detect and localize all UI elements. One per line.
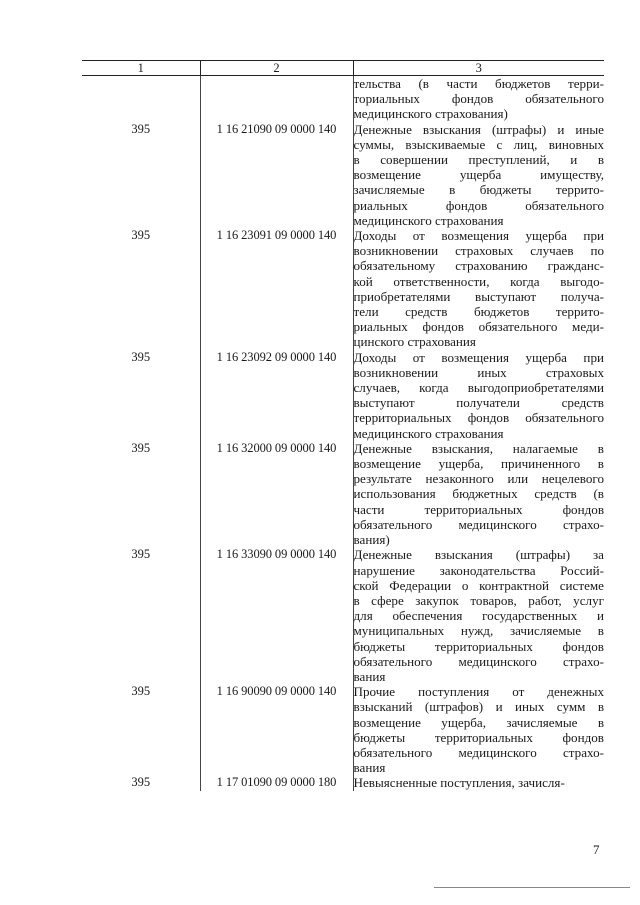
description-line: медицинского страхования) bbox=[353, 106, 508, 122]
description-line: муниципальных нужд, зачисляемые в bbox=[353, 623, 604, 639]
admin-code-cell: 395 bbox=[131, 228, 151, 243]
description-line: риальных фондов обязательного меди- bbox=[353, 319, 604, 335]
description-line: ской Федерации о контрактной системе bbox=[353, 577, 604, 593]
description-line: тели средств бюджетов террито- bbox=[353, 304, 604, 320]
description-line: суммы, взыскиваемые с лиц, виновных bbox=[353, 136, 604, 152]
description-line: Денежные взыскания, налагаемые в bbox=[353, 440, 604, 456]
description-line: возмещение ущерба имуществу, bbox=[353, 167, 604, 183]
admin-code-cell: 395 bbox=[131, 440, 151, 455]
description-line: обязательного медицинского страхо- bbox=[353, 653, 604, 669]
description-line: возникновении страховых случаев по bbox=[353, 243, 604, 259]
description-line: ториальных фондов обязательного bbox=[353, 91, 604, 107]
footer-rule bbox=[434, 887, 630, 888]
description-line: территориальных фондов обязательного bbox=[353, 410, 604, 426]
description-line: вания) bbox=[353, 532, 390, 548]
description-line: Денежные взыскания (штрафы) за bbox=[353, 547, 604, 563]
table-row bbox=[82, 441, 604, 547]
revenue-code-cell: 1 16 23091 09 0000 140 bbox=[200, 228, 353, 350]
header-col-2: 2 bbox=[200, 61, 353, 76]
header-col-1: 1 bbox=[82, 61, 200, 76]
revenue-code-cell: 1 16 23092 09 0000 140 bbox=[200, 350, 353, 441]
page-number: 7 bbox=[593, 842, 600, 857]
description-line: Невыясненные поступления, зачисля- bbox=[353, 775, 565, 791]
table-row bbox=[82, 547, 604, 684]
description-line: Прочие поступления от денежных bbox=[353, 684, 604, 700]
revenue-code-cell: 1 17 01090 09 0000 180 bbox=[200, 775, 353, 790]
description-line: использования бюджетных средств (в bbox=[353, 486, 604, 502]
revenue-description-cell bbox=[353, 547, 604, 684]
revenue-description-cell bbox=[353, 76, 604, 122]
table-header-row bbox=[82, 61, 604, 76]
description-line: кой ответственности, когда выгодо- bbox=[353, 273, 604, 289]
description-line: вания bbox=[353, 668, 386, 684]
revenue-code-cell: 1 16 21090 09 0000 140 bbox=[200, 122, 353, 228]
description-line: бюджеты территориальных фондов bbox=[353, 729, 604, 745]
revenue-codes-table bbox=[82, 60, 604, 791]
admin-code-cell bbox=[82, 76, 200, 122]
description-line: результате незаконного или нецелевого bbox=[353, 471, 604, 487]
revenue-description-cell bbox=[353, 228, 604, 350]
revenue-code-cell: 1 16 33090 09 0000 140 bbox=[200, 547, 353, 684]
description-line: медицинского страхования bbox=[353, 425, 504, 441]
table-row bbox=[82, 350, 604, 441]
table-row bbox=[82, 76, 604, 122]
description-line: вания bbox=[353, 760, 386, 776]
description-line: для обеспечения государственных и bbox=[353, 608, 604, 624]
description-line: случаев, когда выгодоприобретателями bbox=[353, 380, 604, 396]
header-col-3: 3 bbox=[353, 61, 604, 76]
revenue-description-cell bbox=[353, 441, 604, 547]
description-line: Денежные взыскания (штрафы) и иные bbox=[353, 121, 604, 137]
table-row bbox=[82, 122, 604, 228]
description-line: возникновении иных страховых bbox=[353, 364, 604, 380]
revenue-description-cell bbox=[353, 775, 604, 790]
admin-code-cell: 395 bbox=[131, 349, 151, 364]
admin-code-cell: 395 bbox=[131, 121, 151, 136]
description-line: цинского страхования bbox=[353, 334, 476, 350]
description-line: Доходы от возмещения ущерба при bbox=[353, 228, 604, 244]
description-line: возмещение ущерба, зачисляемые в bbox=[353, 714, 604, 730]
admin-code-cell: 395 bbox=[131, 684, 151, 699]
description-line: обязательного медицинского страхо- bbox=[353, 516, 604, 532]
description-line: в совершении преступлений, и в bbox=[353, 152, 604, 168]
admin-code-cell: 395 bbox=[131, 775, 151, 790]
description-line: выступают получатели средств bbox=[353, 395, 604, 411]
table-row bbox=[82, 684, 604, 775]
description-line: в сфере закупок товаров, работ, услуг bbox=[353, 592, 604, 608]
description-line: обязательному страхованию гражданс- bbox=[353, 258, 604, 274]
description-line: Доходы от возмещения ущерба при bbox=[353, 349, 604, 365]
revenue-code-cell: 1 16 32000 09 0000 140 bbox=[200, 441, 353, 547]
revenue-description-cell bbox=[353, 122, 604, 228]
revenue-description-cell bbox=[353, 684, 604, 775]
description-line: риальных фондов обязательного bbox=[353, 197, 604, 213]
revenue-code-cell: 1 16 90090 09 0000 140 bbox=[200, 684, 353, 775]
description-line: тельства (в части бюджетов терри- bbox=[353, 76, 604, 91]
table-row bbox=[82, 228, 604, 350]
table-body bbox=[82, 76, 604, 791]
description-line: части территориальных фондов bbox=[353, 501, 604, 517]
revenue-description-cell bbox=[353, 350, 604, 441]
table-row bbox=[82, 775, 604, 790]
description-line: приобретателями выступают получа- bbox=[353, 288, 604, 304]
description-line: бюджеты территориальных фондов bbox=[353, 638, 604, 654]
description-line: зачисляемые в бюджеты террито- bbox=[353, 182, 604, 198]
revenue-code-cell bbox=[200, 76, 353, 122]
admin-code-cell: 395 bbox=[131, 547, 151, 562]
description-line: медицинского страхования bbox=[353, 212, 504, 228]
description-line: взысканий (штрафов) и иных сумм в bbox=[353, 699, 604, 715]
description-line: возмещение ущерба, причиненного в bbox=[353, 456, 604, 472]
description-line: нарушение законодательства Россий- bbox=[353, 562, 604, 578]
description-line: обязательного медицинского страхо- bbox=[353, 744, 604, 760]
